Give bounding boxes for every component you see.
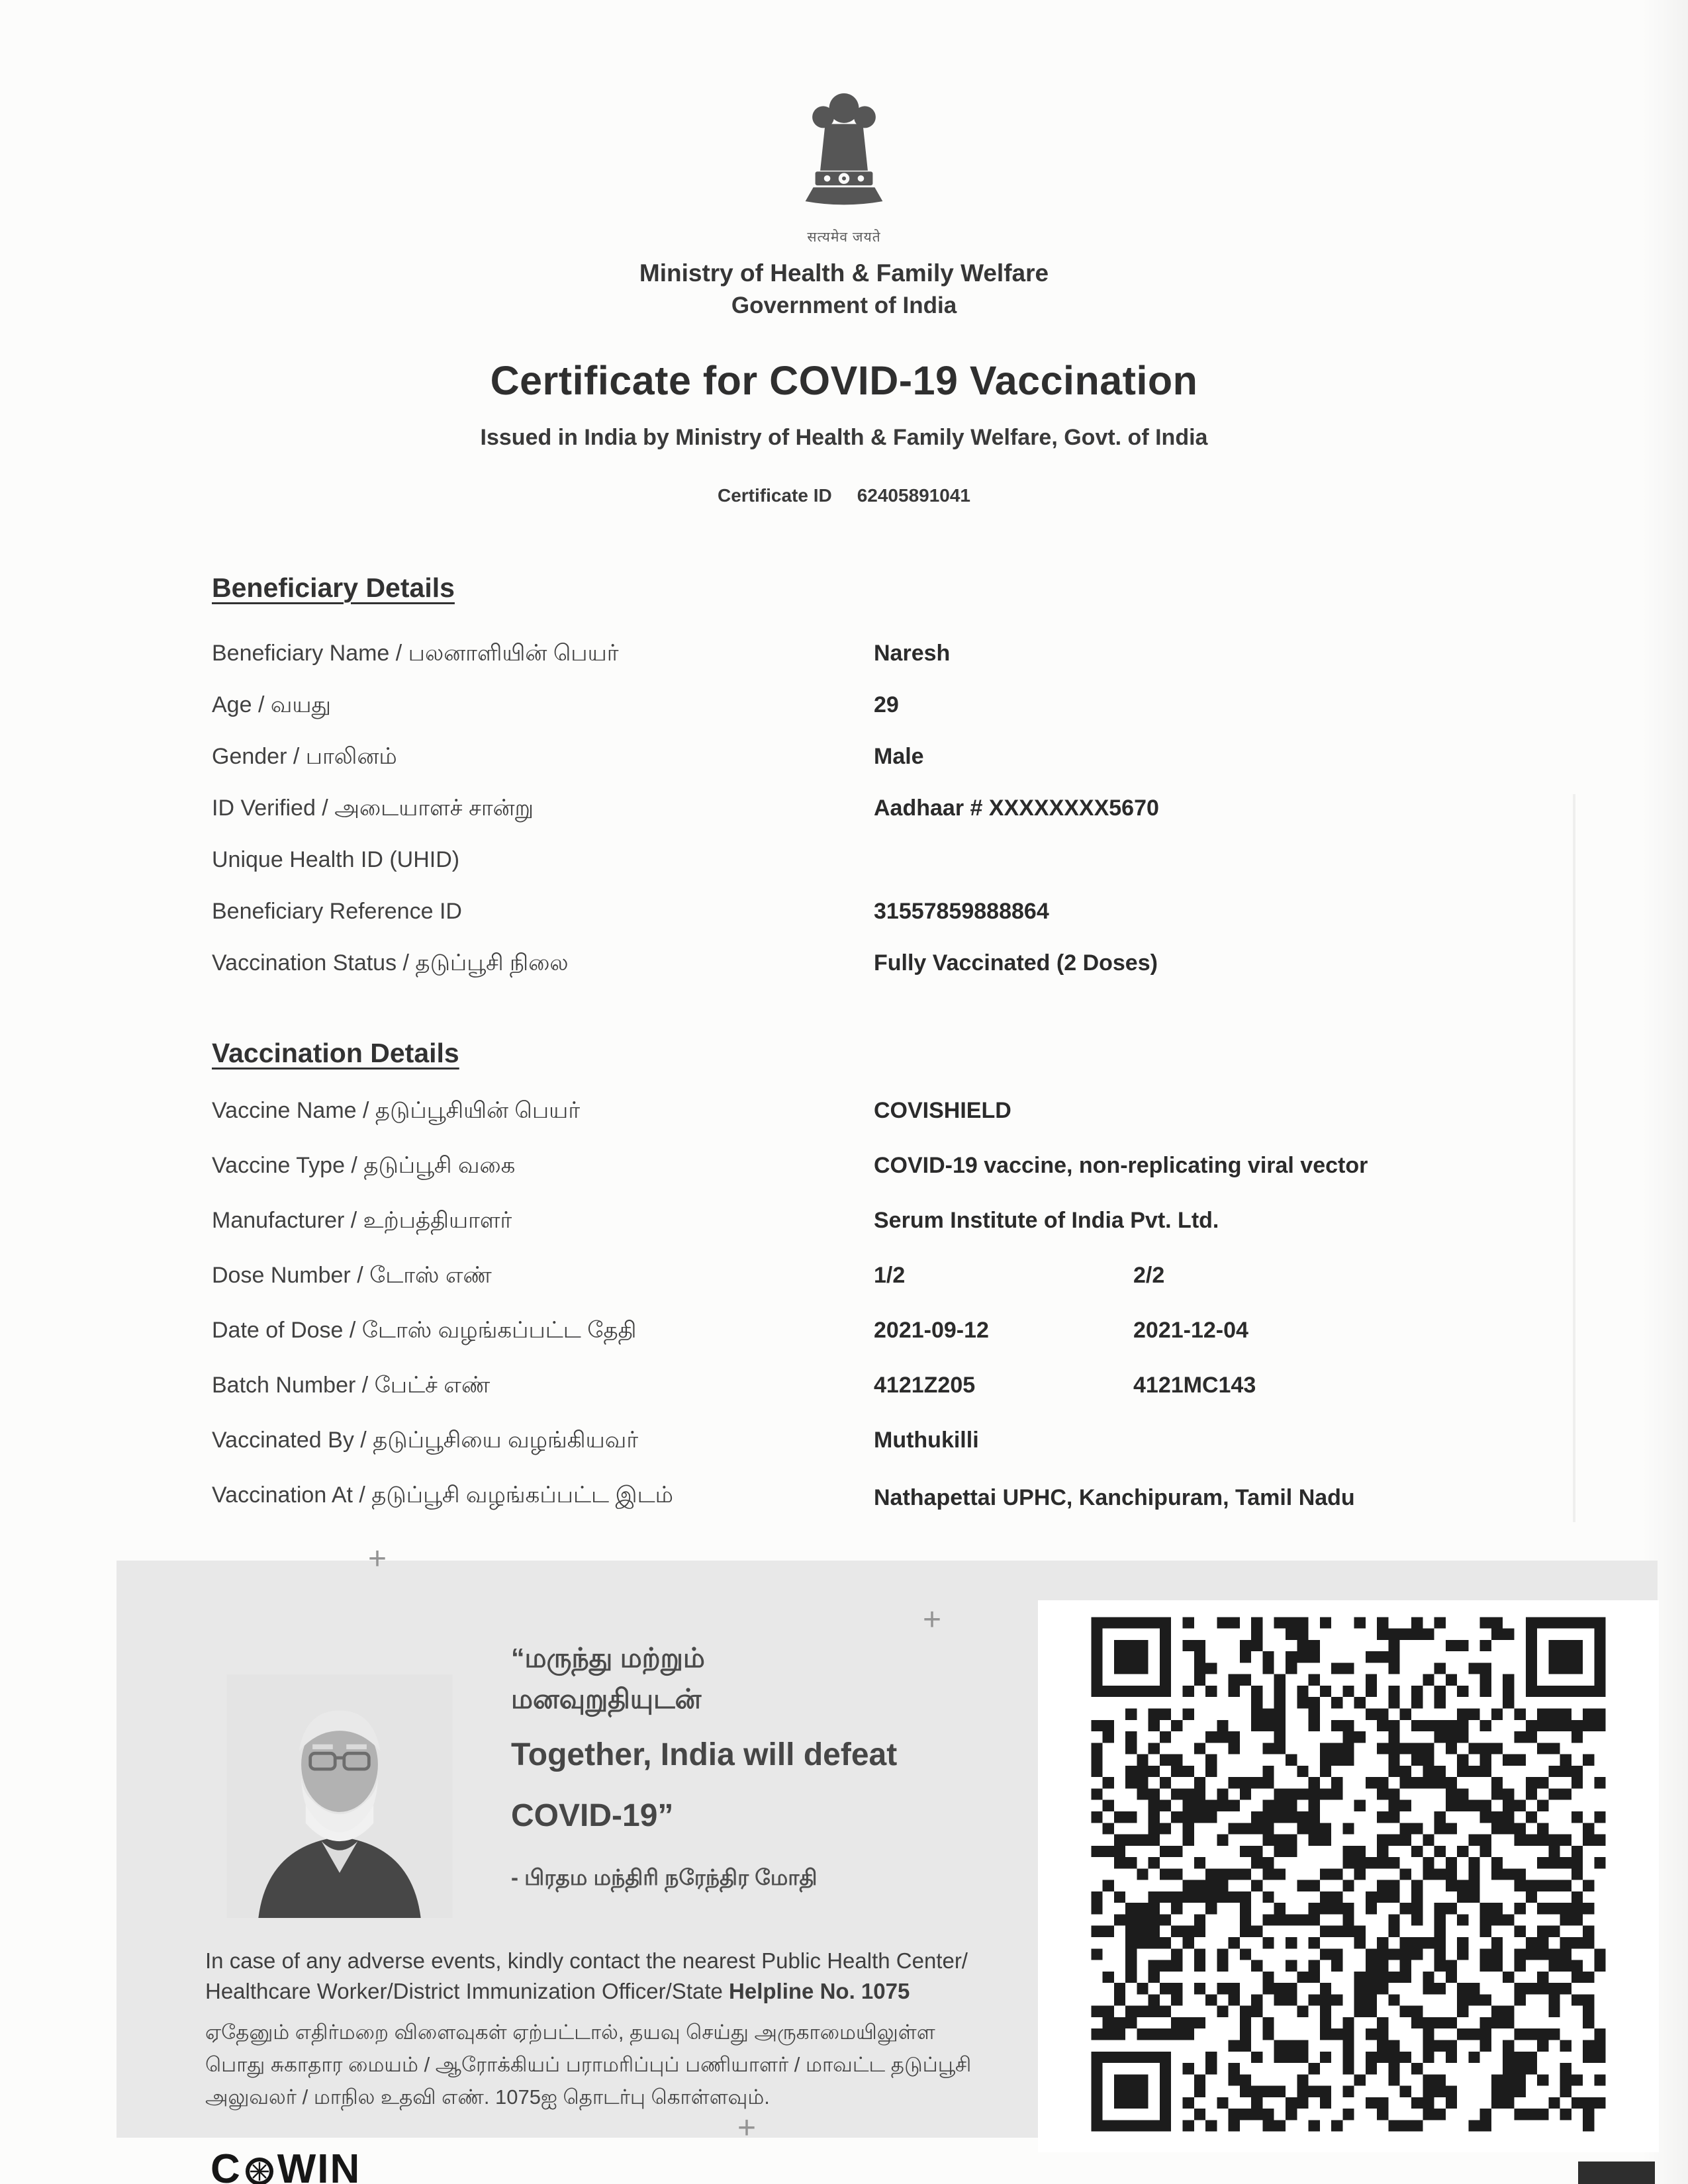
quote-english-line2: COVID-19”: [511, 1798, 674, 1833]
table-row: [212, 1315, 1536, 1345]
table-row: [212, 1205, 1536, 1236]
quote-block: [511, 1637, 897, 1893]
quote-english-line1: Together, India will defeat: [511, 1737, 898, 1772]
adverse-line-2-text: Healthcare Worker/District Immunization Officer/State: [205, 1979, 729, 2003]
scan-artifact: [1573, 794, 1575, 1522]
dose2-value: 2/2: [1133, 1263, 1165, 1288]
adverse-line-1: In case of any adverse events, kindly contact the nearest Public Health Center/: [205, 1948, 968, 1973]
field-label: ID Verified / அடையாளச் சான்று: [212, 796, 534, 821]
field-value-pair: [874, 1260, 1164, 1291]
field-label: Beneficiary Reference ID: [212, 899, 462, 924]
field-label: Manufacturer / உற்பத்தியாளர்: [212, 1208, 512, 1233]
footer-banner: [117, 1561, 1658, 2138]
plus-mark: +: [923, 1602, 942, 1637]
qr-code-box: [1038, 1600, 1659, 2152]
field-label: Unique Health ID (UHID): [212, 847, 460, 872]
table-row: [212, 896, 1536, 927]
field-label: Vaccination Status / தடுப்பூசி நிலை: [212, 950, 569, 976]
chakra-icon: [244, 2156, 275, 2184]
government-name: Government of India: [731, 293, 957, 318]
pm-portrait: [226, 1674, 453, 1918]
quote-tamil-line1: “மருந்து மற்றும்: [511, 1643, 705, 1673]
certificate-title: Certificate for COVID-19 Vaccination: [490, 358, 1198, 403]
qr-fragment: [1578, 2161, 1655, 2184]
table-row: [212, 948, 1536, 978]
table-row: [212, 793, 1536, 823]
table-row: [212, 1150, 1536, 1181]
table-row: [212, 638, 1536, 668]
ministry-name: Ministry of Health & Family Welfare: [639, 259, 1049, 287]
quote-tamil-line2: மனவுறுதியுடன்: [511, 1684, 702, 1714]
table-row: [212, 1370, 1536, 1400]
dose2-date: 2021-12-04: [1133, 1318, 1248, 1343]
beneficiary-rows: [212, 638, 1536, 978]
qr-code: [1080, 1606, 1617, 2143]
field-label: Vaccination At / தடுப்பூசி வழங்கப்பட்ட இடம்: [212, 1482, 673, 1508]
dose2-batch: 4121MC143: [1133, 1373, 1256, 1398]
cowin-logo-suffix: WIN: [277, 2146, 361, 2184]
field-value: Fully Vaccinated (2 Doses): [874, 950, 1158, 976]
adverse-events-notice-tamil: ஏதேனும் எதிர்மறை விளைவுகள் ஏற்பட்டால், தயவு செய்து அருகாமையிலுள்ள பொது சுகாதார மையம் / ஆரோக்கியப் பராமரிப்புப் பணியாளர் / மாவட்ட தடுப்பூசி அலுவலர் / மாநில உதவி எண். 1075ஐ தொடர்பு கொள்ளவும்.: [205, 2021, 972, 2109]
certificate-id-label: Certificate ID: [717, 485, 832, 506]
field-label: Vaccine Type / தடுப்பூசி வகை: [212, 1153, 516, 1178]
certificate-id-value: 62405891041: [857, 485, 970, 506]
certificate-id: [0, 485, 1688, 506]
beneficiary-details-heading: Beneficiary Details: [212, 572, 455, 603]
cowin-logo: [211, 2146, 361, 2184]
table-row: [212, 690, 1536, 720]
field-label: Vaccine Name / தடுப்பூசியின் பெயர்: [212, 1098, 581, 1123]
field-value-pair: [874, 1315, 1248, 1345]
field-value: 31557859888864: [874, 899, 1049, 924]
field-value: 29: [874, 692, 899, 717]
field-value-pair: [874, 1370, 1256, 1400]
quote-attribution: - பிரதம மந்திரி நரேந்திர மோதி: [511, 1865, 818, 1889]
field-value: Aadhaar # XXXXXXXX5670: [874, 796, 1159, 821]
table-row: [212, 844, 1536, 875]
dose1-value: 1/2: [874, 1263, 906, 1288]
adverse-line-2: [205, 1976, 968, 2007]
field-value: Muthukilli: [874, 1428, 979, 1453]
vaccination-rows: [212, 1095, 1536, 1516]
field-value: COVID-19 vaccine, non-replicating viral vector: [874, 1153, 1368, 1178]
field-label: Date of Dose / டோஸ் வழங்கப்பட்ட தேதி: [212, 1318, 637, 1343]
field-value: Male: [874, 744, 924, 769]
plus-mark: +: [737, 2111, 757, 2146]
field-label: Vaccinated By / தடுப்பூசியை வழங்கியவர்: [212, 1428, 639, 1453]
table-row: [212, 1095, 1536, 1126]
helpline-number: Helpline No. 1075: [729, 1979, 910, 2003]
field-label: Age / வயது: [212, 692, 332, 717]
national-emblem-icon: [794, 83, 894, 225]
field-value: Nathapettai UPHC, Kanchipuram, Tamil Nadu: [874, 1485, 1355, 1510]
emblem-block: [0, 0, 1688, 246]
emblem-caption: सत्यमेव जयते: [807, 230, 881, 245]
field-value: Serum Institute of India Pvt. Ltd.: [874, 1208, 1219, 1233]
field-value: Naresh: [874, 641, 951, 666]
plus-mark: +: [368, 1541, 387, 1576]
field-label: Beneficiary Name / பலனாளியின் பெயர்: [212, 641, 619, 666]
dose1-date: 2021-09-12: [874, 1318, 989, 1343]
field-label: Gender / பாலினம்: [212, 744, 397, 769]
table-row: [212, 1425, 1536, 1455]
cowin-logo-prefix: C: [211, 2146, 242, 2184]
issued-line: Issued in India by Ministry of Health & Family Welfare, Govt. of India: [480, 425, 1208, 450]
table-row: [212, 741, 1536, 772]
dose1-batch: 4121Z205: [874, 1373, 976, 1398]
field-value: COVISHIELD: [874, 1098, 1011, 1123]
details-content: [0, 506, 1688, 1516]
field-label: Dose Number / டோஸ் எண்: [212, 1263, 492, 1288]
table-row: [212, 1260, 1536, 1291]
vaccination-details-heading: Vaccination Details: [212, 1038, 459, 1068]
field-label: Batch Number / பேட்ச் எண்: [212, 1373, 491, 1398]
adverse-events-notice: [205, 1946, 968, 2007]
table-row: [212, 1480, 1536, 1516]
